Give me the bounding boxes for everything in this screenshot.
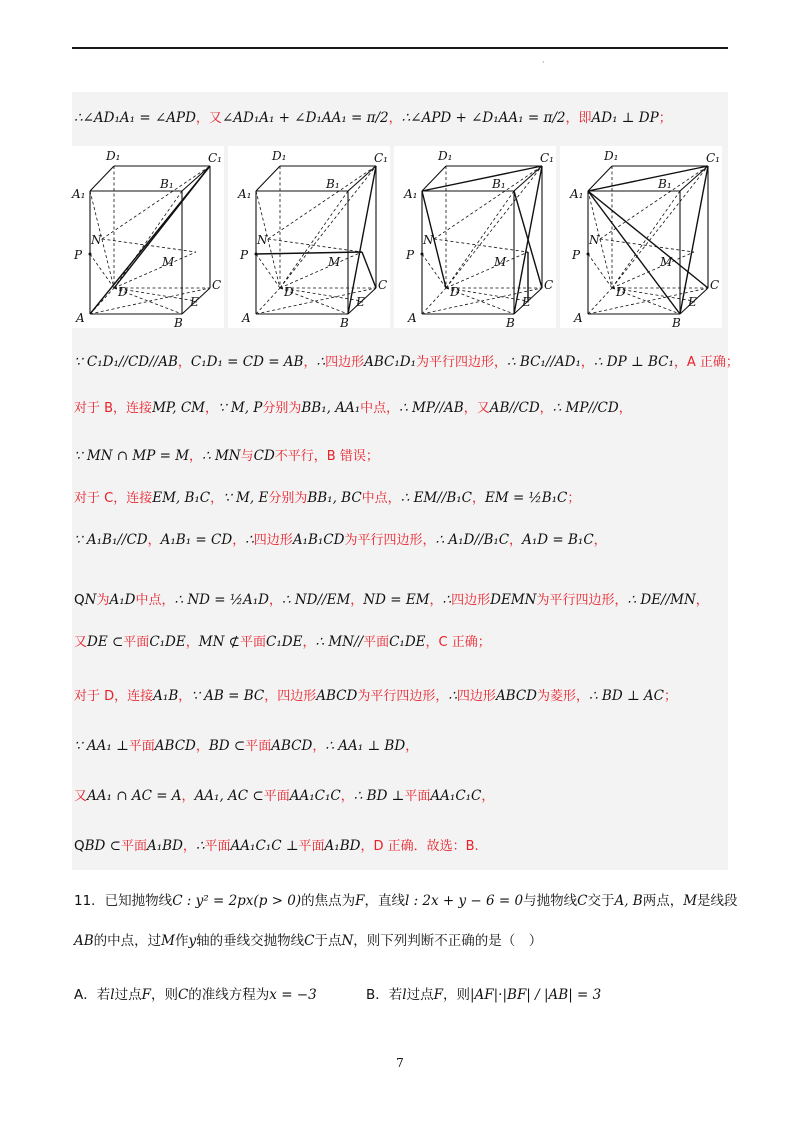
solution-line-1 bbox=[74, 108, 724, 129]
solution-line-10-seg-9: ， bbox=[405, 739, 419, 754]
solution-line-12-seg-1: BD ⊂ bbox=[84, 838, 121, 854]
solution-line-11-seg-5: AA₁C₁C bbox=[289, 788, 341, 804]
solution-line-6-seg-11: ， bbox=[593, 533, 607, 548]
vertex-label-c1: C₁ bbox=[208, 151, 222, 165]
solution-line-10-seg-1: 平面 bbox=[128, 739, 155, 754]
solution-line-2-seg-1: ， bbox=[177, 355, 191, 370]
solution-line-7-seg-1: N bbox=[84, 592, 97, 608]
question-line2-seg-5: 轴的垂线交抛物线 bbox=[196, 933, 305, 949]
solution-line-8-seg-7: C₁DE bbox=[266, 634, 303, 650]
vertex-label-b1: B₁ bbox=[492, 177, 506, 191]
vertex-label-n: N bbox=[257, 233, 268, 247]
vertex-label-b1: B₁ bbox=[658, 177, 672, 191]
question-optA-seg-7: x = −3 bbox=[269, 987, 317, 1003]
solution-line-7-seg-14: 为平行四边形， bbox=[536, 593, 628, 608]
solution-line-8-seg-11: C₁DE bbox=[389, 634, 426, 650]
solution-line-11-seg-2: ， bbox=[181, 789, 195, 804]
solution-line-2-seg-10: ∴ DP ⊥ BC₁ bbox=[593, 354, 674, 370]
question-optA-seg-1: l bbox=[110, 987, 115, 1003]
solution-line-2-seg-11: ，A 正确； bbox=[673, 355, 739, 370]
solution-line-12 bbox=[74, 836, 724, 857]
solution-line-6-seg-5: 四边形 bbox=[253, 533, 293, 548]
question-line1-seg-2: 的焦点为 bbox=[301, 893, 356, 909]
solution-line-5-seg-5: BB₁, BC bbox=[307, 490, 362, 506]
vertex-label-e: E bbox=[356, 295, 365, 309]
cube-figure-3-svg bbox=[394, 146, 556, 328]
question-optA-seg-2: 过点 bbox=[114, 987, 142, 1003]
solution-line-5-seg-3: ∵ M, E bbox=[223, 490, 269, 506]
solution-line-8-seg-8: ， bbox=[302, 635, 316, 650]
solution-line-3-seg-5: BB₁, AA₁ bbox=[301, 400, 361, 416]
vertex-label-n: N bbox=[423, 233, 434, 247]
question-optA-seg-0: A．若 bbox=[74, 987, 111, 1003]
solution-line-8-seg-10: 平面 bbox=[363, 635, 390, 650]
question-line1-seg-7: C bbox=[577, 893, 588, 909]
solution-line-3-seg-0: 对于 B，连接 bbox=[74, 401, 153, 416]
solution-line-9 bbox=[74, 686, 724, 707]
question-optA-seg-6: 的准线方程为 bbox=[188, 987, 270, 1003]
question-line1-seg-1: C : y² = 2px(p > 0) bbox=[172, 893, 302, 909]
solution-line-6-seg-3: ， bbox=[232, 533, 246, 548]
question-line1-seg-3: F bbox=[355, 893, 365, 909]
cube-figure-4-svg bbox=[560, 146, 722, 328]
solution-line-3-seg-11: ∴ MP//CD bbox=[552, 400, 619, 416]
solution-line-3-seg-2: ， bbox=[204, 401, 218, 416]
question-line1-seg-0: 11．已知抛物线 bbox=[74, 893, 173, 909]
solution-line-10-seg-6: ABCD bbox=[271, 738, 313, 754]
question-line1-seg-10: 两点， bbox=[642, 893, 684, 909]
solution-line-2-seg-6: ABC₁D₁ bbox=[364, 354, 417, 370]
vertex-label-a: A bbox=[408, 311, 417, 325]
solution-line-10 bbox=[74, 736, 724, 757]
vertex-label-b: B bbox=[340, 316, 349, 328]
vertex-label-a: A bbox=[574, 311, 583, 325]
question-line2-seg-8: N bbox=[341, 933, 354, 949]
solution-line-6-seg-9: ， bbox=[509, 533, 523, 548]
cube-figure-1-svg bbox=[62, 146, 224, 328]
solution-line-3-seg-7: ∴ MP//AB bbox=[399, 400, 464, 416]
solution-line-12-seg-9: A₁BD bbox=[324, 838, 361, 854]
solution-line-7-seg-5: ∴ ND = ½A₁D bbox=[174, 592, 269, 608]
solution-line-11-seg-0: 又 bbox=[74, 789, 88, 804]
solution-line-1-seg-0: ∴∠AD₁A₁ = ∠APD bbox=[74, 110, 196, 126]
solution-line-11-seg-10: ， bbox=[481, 789, 495, 804]
solution-line-9-seg-0: 对于 D，连接 bbox=[74, 689, 154, 704]
vertex-label-d: D bbox=[450, 285, 460, 299]
cube-figure-2 bbox=[228, 146, 390, 328]
solution-line-3-seg-9: AB//CD bbox=[489, 400, 540, 416]
header-dot: · bbox=[542, 58, 545, 67]
solution-line-7-seg-9: ND = EM bbox=[363, 592, 430, 608]
solution-line-7 bbox=[74, 590, 724, 611]
solution-line-7-seg-10: ， bbox=[429, 593, 443, 608]
solution-line-11-seg-8: 平面 bbox=[404, 789, 431, 804]
solution-line-12-seg-8: 平面 bbox=[298, 839, 325, 854]
solution-line-7-seg-11: ∴ bbox=[442, 592, 452, 608]
question-line1-seg-12: 是线段 bbox=[697, 893, 738, 909]
solution-line-10-seg-8: ∴ AA₁ ⊥ BD bbox=[325, 738, 406, 754]
solution-line-6-seg-4: ∴ bbox=[245, 532, 254, 548]
vertex-label-c: C bbox=[710, 278, 720, 292]
solution-line-10-seg-4: BD ⊂ bbox=[208, 738, 246, 754]
solution-line-9-seg-11: ∴ BD ⊥ AC bbox=[589, 688, 665, 704]
solution-line-9-seg-7: ∴ bbox=[448, 688, 457, 704]
solution-line-5-seg-4: 分别为 bbox=[268, 491, 308, 506]
question-optB-seg-0: B．若 bbox=[366, 987, 403, 1003]
question-line2-seg-4: y bbox=[188, 933, 197, 949]
solution-line-6-seg-6: A₁B₁CD bbox=[292, 532, 345, 548]
solution-line-9-seg-1: A₁B bbox=[153, 688, 179, 704]
solution-line-12-seg-4: ， bbox=[182, 839, 196, 854]
solution-line-4-seg-3: 与 bbox=[240, 449, 254, 464]
vertex-label-b: B bbox=[506, 316, 515, 328]
solution-line-12-seg-10: ，D 正确．故选：B. bbox=[360, 839, 479, 854]
question-optA-seg-4: ，则 bbox=[150, 987, 178, 1003]
solution-line-3-seg-10: ， bbox=[539, 401, 553, 416]
cube-figure-4 bbox=[560, 146, 722, 328]
vertex-label-d: D bbox=[284, 285, 294, 299]
solution-line-10-seg-7: ， bbox=[312, 739, 326, 754]
question-line1-seg-4: ，直线 bbox=[364, 893, 405, 909]
solution-line-11-seg-1: AA₁ ∩ AC = A bbox=[87, 788, 182, 804]
vertex-label-c1: C₁ bbox=[374, 151, 388, 165]
cube-figure-1 bbox=[62, 146, 224, 328]
question-11-line-1 bbox=[74, 890, 738, 912]
solution-line-2-seg-3: ， bbox=[303, 355, 317, 370]
solution-line-10-seg-0: ∵ AA₁ ⊥ bbox=[74, 738, 129, 754]
solution-line-6-seg-2: A₁B₁ = CD bbox=[160, 532, 233, 548]
solution-line-1-seg-3: ， bbox=[388, 111, 402, 126]
solution-line-5-seg-6: 中点， bbox=[361, 491, 401, 506]
solution-line-1-seg-2: ∠AD₁A₁ + ∠D₁AA₁ = π/2 bbox=[221, 110, 389, 126]
solution-line-6-seg-8: ∴ A₁D//B₁C bbox=[435, 532, 510, 548]
solution-line-3 bbox=[74, 398, 724, 419]
question-line1-seg-5: l : 2x + y − 6 = 0 bbox=[404, 893, 524, 909]
solution-line-3-seg-12: ， bbox=[618, 401, 632, 416]
solution-line-3-seg-1: MP, CM bbox=[152, 400, 205, 416]
solution-line-1-seg-6: AD₁ ⊥ DP bbox=[591, 110, 659, 126]
solution-line-1-seg-7: ； bbox=[658, 111, 672, 126]
vertex-label-p: P bbox=[74, 248, 83, 262]
solution-line-6 bbox=[74, 530, 724, 551]
vertex-label-b: B bbox=[174, 316, 183, 328]
vertex-label-a: A bbox=[242, 311, 251, 325]
point-p-dot bbox=[255, 253, 258, 256]
vertex-label-c1: C₁ bbox=[706, 151, 720, 165]
solution-line-11-seg-9: AA₁C₁C bbox=[430, 788, 482, 804]
question-line2-seg-3: 作 bbox=[175, 933, 189, 949]
solution-line-8-seg-1: DE ⊂ bbox=[87, 634, 124, 650]
solution-line-6-seg-10: A₁D = B₁C bbox=[522, 532, 594, 548]
vertex-label-p: P bbox=[240, 248, 249, 262]
question-line2-seg-2: M bbox=[161, 933, 175, 949]
solution-line-8-seg-2: 平面 bbox=[123, 635, 150, 650]
vertex-label-d: D bbox=[118, 285, 128, 299]
page-number: 7 bbox=[396, 1056, 404, 1070]
question-optA-seg-5: C bbox=[177, 987, 189, 1003]
vertex-label-n: N bbox=[589, 233, 600, 247]
question-line1-seg-6: 与抛物线 bbox=[523, 893, 578, 909]
solution-line-2-seg-4: ∴ bbox=[316, 354, 326, 370]
question-line1-seg-11: M bbox=[683, 893, 698, 909]
vertex-label-d1: D₁ bbox=[106, 149, 121, 163]
solution-line-8-seg-0: 又 bbox=[74, 635, 88, 650]
vertex-label-p: P bbox=[406, 248, 415, 262]
vertex-label-c: C bbox=[544, 278, 554, 292]
solution-line-7-seg-7: ∴ ND//EM bbox=[281, 592, 351, 608]
solution-line-12-seg-3: A₁BD bbox=[147, 838, 183, 854]
question-optB-seg-5: |AF|·|BF| / |AB| = 3 bbox=[469, 987, 602, 1003]
question-optB-seg-3: F bbox=[433, 987, 443, 1003]
question-optB-seg-4: ，则 bbox=[442, 987, 470, 1003]
solution-line-9-seg-4: ，四边形 bbox=[264, 689, 317, 704]
solution-line-3-seg-8: ，又 bbox=[463, 401, 490, 416]
solution-line-5-seg-10: ； bbox=[567, 491, 581, 506]
solution-line-11-seg-4: 平面 bbox=[263, 789, 290, 804]
vertex-label-d1: D₁ bbox=[272, 149, 287, 163]
solution-line-7-seg-13: DEMN bbox=[490, 592, 537, 608]
vertex-label-e: E bbox=[190, 295, 199, 309]
solution-line-9-seg-3: ∵ AB = BC bbox=[191, 688, 265, 704]
solution-line-8-seg-4: ， bbox=[185, 635, 199, 650]
vertex-label-d1: D₁ bbox=[438, 149, 453, 163]
solution-line-12-seg-2: 平面 bbox=[121, 839, 148, 854]
solution-line-4-seg-1: ， bbox=[189, 449, 203, 464]
vertex-label-c1: C₁ bbox=[540, 151, 554, 165]
solution-line-2-seg-0: ∵ C₁D₁//CD//AB bbox=[74, 354, 178, 370]
solution-line-7-seg-15: ∴ DE//MN bbox=[627, 592, 696, 608]
vertex-label-e: E bbox=[688, 295, 697, 309]
solution-line-4-seg-4: CD bbox=[253, 448, 275, 464]
solution-line-6-seg-7: 为平行四边形， bbox=[344, 533, 436, 548]
solution-line-9-seg-9: ABCD bbox=[495, 688, 538, 704]
solution-line-7-seg-2: 为 bbox=[96, 593, 110, 608]
solution-line-5-seg-7: ∴ EM//B₁C bbox=[400, 490, 473, 506]
solution-line-9-seg-8: 四边形 bbox=[456, 689, 496, 704]
solution-line-11-seg-7: ∴ BD ⊥ bbox=[353, 788, 405, 804]
solution-line-4-seg-0: ∵ MN ∩ MP = M bbox=[74, 448, 190, 464]
solution-line-2-seg-8: ∴ BC₁//AD₁ bbox=[507, 354, 581, 370]
solution-line-3-seg-6: 中点， bbox=[360, 401, 400, 416]
solution-line-11-seg-3: AA₁, AC ⊂ bbox=[194, 788, 264, 804]
vertex-label-n: N bbox=[91, 233, 102, 247]
solution-line-7-seg-3: A₁D bbox=[109, 592, 136, 608]
solution-line-4-seg-5: 不平行，B 错误； bbox=[274, 449, 379, 464]
vertex-label-p: P bbox=[572, 248, 581, 262]
question-optA-seg-3: F bbox=[141, 987, 151, 1003]
option-a bbox=[74, 984, 374, 1006]
solution-line-6-seg-1: ， bbox=[147, 533, 161, 548]
vertex-label-c: C bbox=[378, 278, 388, 292]
cube-figure-2-svg bbox=[228, 146, 390, 328]
solution-line-7-seg-0: Q bbox=[74, 592, 85, 608]
solution-line-7-seg-12: 四边形 bbox=[451, 593, 491, 608]
solution-line-6-seg-0: ∵ A₁B₁//CD bbox=[74, 532, 148, 548]
question-line2-seg-0: AB bbox=[74, 933, 94, 949]
solution-line-7-seg-4: 中点， bbox=[135, 593, 175, 608]
vertex-label-d1: D₁ bbox=[604, 149, 619, 163]
vertex-label-a1: A₁ bbox=[570, 187, 584, 201]
vertex-label-b1: B₁ bbox=[326, 177, 340, 191]
solution-line-8-seg-9: ∴ MN// bbox=[315, 634, 364, 650]
solution-line-10-seg-2: ABCD bbox=[154, 738, 196, 754]
question-optB-seg-2: 过点 bbox=[406, 987, 434, 1003]
solution-line-8-seg-5: MN ⊄ bbox=[198, 634, 240, 650]
solution-line-2-seg-9: ， bbox=[580, 355, 594, 370]
solution-line-1-seg-4: ∴∠APD + ∠D₁AA₁ = π/2 bbox=[401, 110, 566, 126]
vertex-label-d: D bbox=[616, 285, 626, 299]
header-rule bbox=[72, 47, 728, 49]
solution-line-2 bbox=[74, 352, 739, 373]
vertex-label-a1: A₁ bbox=[404, 187, 418, 201]
question-line1-seg-8: 交于 bbox=[587, 893, 615, 909]
solution-line-10-seg-5: 平面 bbox=[245, 739, 272, 754]
question-line1-seg-9: A, B bbox=[614, 893, 643, 909]
solution-line-7-seg-6: ， bbox=[268, 593, 282, 608]
solution-line-5-seg-1: EM, B₁C bbox=[152, 490, 211, 506]
solution-line-12-seg-5: ∴ bbox=[195, 838, 205, 854]
solution-line-2-seg-2: C₁D₁ = CD = AB bbox=[190, 354, 304, 370]
cube-figure-3 bbox=[394, 146, 556, 328]
vertex-label-m: M bbox=[328, 255, 341, 269]
question-optB-seg-1: l bbox=[402, 987, 407, 1003]
solution-line-5-seg-9: EM = ½B₁C bbox=[485, 490, 568, 506]
vertex-label-e: E bbox=[522, 295, 531, 309]
vertex-label-a: A bbox=[76, 311, 85, 325]
solution-line-12-seg-7: AA₁C₁C ⊥ bbox=[230, 838, 299, 854]
question-line2-seg-1: 的中点，过 bbox=[93, 933, 162, 949]
vertex-label-m: M bbox=[494, 255, 507, 269]
solution-line-2-seg-5: 四边形 bbox=[325, 355, 365, 370]
solution-line-8-seg-12: ，C 正确； bbox=[425, 635, 491, 650]
point-p-dot bbox=[421, 253, 424, 256]
vertex-label-b: B bbox=[672, 316, 681, 328]
solution-line-8-seg-3: C₁DE bbox=[149, 634, 186, 650]
solution-line-7-seg-8: ， bbox=[350, 593, 364, 608]
solution-line-5 bbox=[74, 488, 724, 509]
solution-line-9-seg-10: 为菱形， bbox=[537, 689, 590, 704]
solution-line-8-seg-6: 平面 bbox=[240, 635, 267, 650]
vertex-label-m: M bbox=[660, 255, 673, 269]
solution-line-9-seg-5: ABCD bbox=[316, 688, 358, 704]
solution-line-5-seg-8: ， bbox=[472, 491, 486, 506]
solution-line-1-seg-1: ，又 bbox=[195, 111, 222, 126]
solution-line-10-seg-3: ， bbox=[195, 739, 209, 754]
solution-line-7-seg-16: ， bbox=[695, 593, 709, 608]
vertex-label-a1: A₁ bbox=[72, 187, 86, 201]
question-line2-seg-6: C bbox=[304, 933, 315, 949]
solution-line-5-seg-2: ， bbox=[210, 491, 224, 506]
solution-line-5-seg-0: 对于 C，连接 bbox=[74, 491, 153, 506]
solution-line-3-seg-4: 分别为 bbox=[262, 401, 302, 416]
solution-line-1-seg-5: ，即 bbox=[565, 111, 592, 126]
question-line2-seg-9: ，则下列判断不正确的是（ ） bbox=[353, 933, 543, 949]
vertex-label-a1: A₁ bbox=[238, 187, 252, 201]
solution-line-11 bbox=[74, 786, 724, 807]
vertex-label-b1: B₁ bbox=[160, 177, 174, 191]
vertex-label-c: C bbox=[212, 278, 222, 292]
option-b bbox=[366, 984, 726, 1006]
solution-line-4 bbox=[74, 446, 724, 467]
solution-line-2-seg-7: 为平行四边形， bbox=[416, 355, 508, 370]
solution-line-9-seg-2: ， bbox=[178, 689, 192, 704]
solution-line-12-seg-6: 平面 bbox=[204, 839, 231, 854]
solution-line-9-seg-12: ； bbox=[664, 689, 678, 704]
question-11-line-2 bbox=[74, 930, 734, 952]
solution-line-11-seg-6: ， bbox=[340, 789, 354, 804]
solution-line-8 bbox=[74, 632, 724, 653]
point-p-dot bbox=[587, 253, 590, 256]
solution-line-12-seg-0: Q bbox=[74, 838, 85, 854]
solution-line-3-seg-3: ∵ M, P bbox=[217, 400, 263, 416]
solution-line-9-seg-6: 为平行四边形， bbox=[357, 689, 449, 704]
vertex-label-m: M bbox=[162, 255, 175, 269]
solution-line-4-seg-2: ∴ MN bbox=[202, 448, 241, 464]
point-p-dot bbox=[89, 253, 92, 256]
question-line2-seg-7: 于点 bbox=[314, 933, 342, 949]
